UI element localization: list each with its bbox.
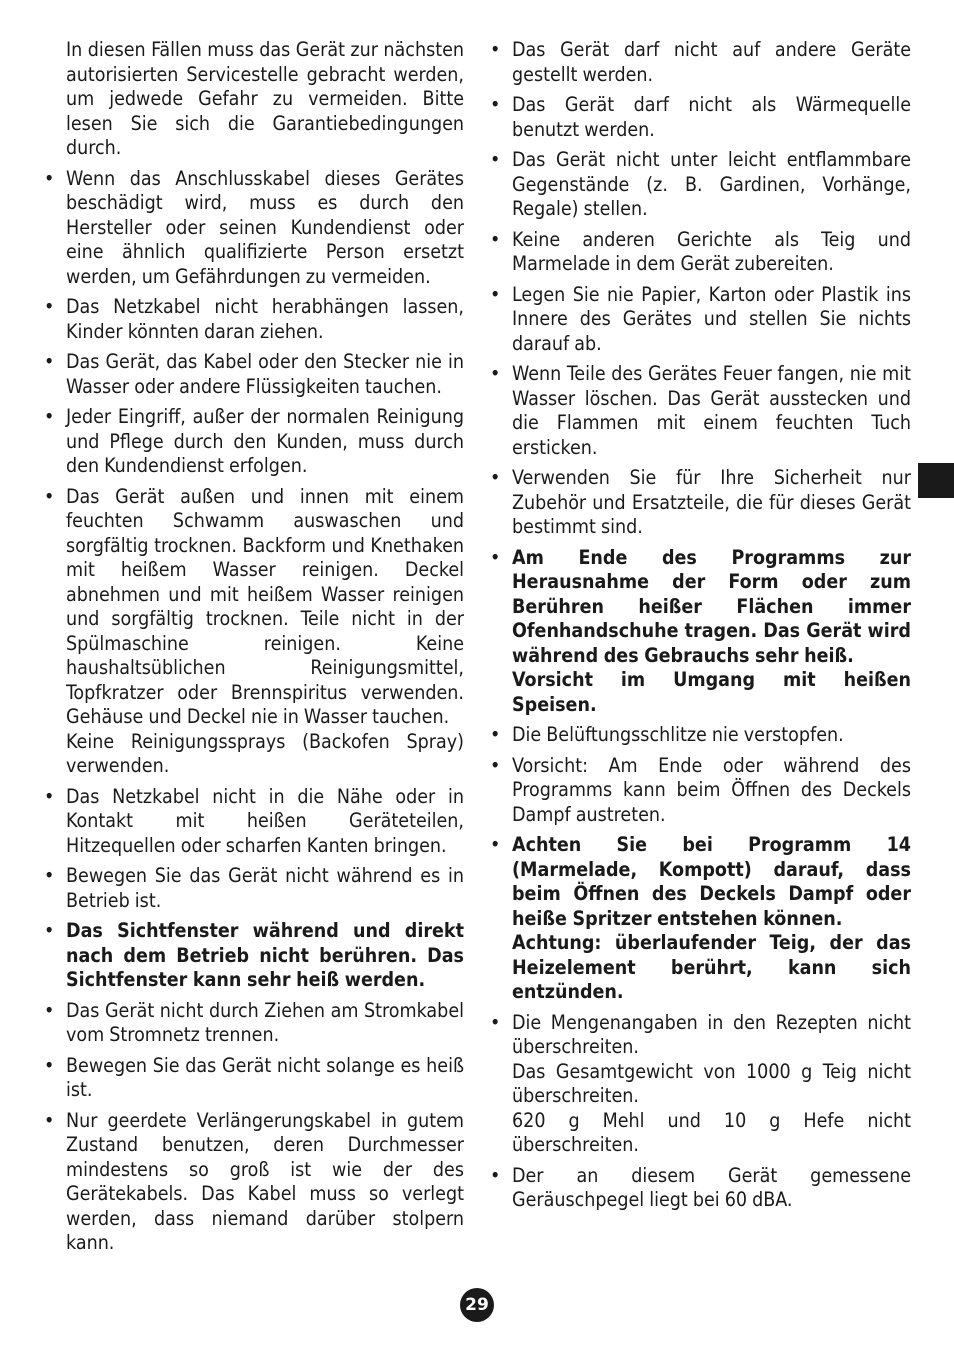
bullet-icon: •: [44, 919, 55, 942]
bullet-item: [488, 466, 911, 540]
warning-text: Vorsicht im Umgang mit heißen Speisen.: [512, 668, 911, 716]
bullet-item: [42, 1109, 464, 1256]
bullet-icon: •: [490, 38, 501, 61]
warning-text: Achten Sie bei Programm 14 (Marmelade, Kompott) darauf, dass beim Öffnen des Deckels Dampf oder heiße Spritzer entstehen können.: [512, 833, 911, 930]
bullet-item: [42, 1054, 464, 1103]
bullet-item: [488, 754, 911, 828]
bullet-icon: •: [490, 1010, 501, 1034]
bullet-icon: •: [490, 1163, 501, 1187]
warning-text: Das Sichtfenster während und direkt nach dem Betrieb nicht berühren. Das Sichtfenster kann sehr heiß werden.: [66, 919, 464, 991]
bullet-icon: •: [44, 405, 55, 428]
section-tab-marker: [918, 463, 954, 498]
bullet-item: [488, 362, 911, 460]
bullet-icon: •: [490, 466, 501, 489]
instruction-text: Bewegen Sie das Gerät nicht während es in Betrieb ist.: [66, 864, 464, 912]
left-column: [42, 38, 464, 1262]
instruction-text: Verwenden Sie für Ihre Sicherheit nur Zubehör und Ersatzteile, die für dieses Gerät bestimmt sind.: [512, 466, 911, 538]
instruction-text: Das Gerät nicht durch Ziehen am Stromkabel vom Stromnetz trennen.: [66, 998, 464, 1046]
bullet-icon: •: [44, 1053, 55, 1077]
bullet-item: [488, 833, 911, 1005]
instruction-text: In diesen Fällen muss das Gerät zur nächsten autorisierten Servicestelle gebracht werden, um jedwede Gefahr zu vermeiden. Bitte lesen Sie sich die Garantiebedingungen durch.: [66, 38, 464, 159]
bullet-item: [42, 350, 464, 399]
bullet-item: [488, 723, 911, 748]
right-column: [488, 38, 911, 1219]
instruction-text: Vorsicht: Am Ende oder während des Programms kann beim Öffnen des Deckels Dampf austreten.: [512, 753, 911, 826]
bullet-item: [42, 864, 464, 913]
bullet-item: [488, 283, 911, 357]
bullet-icon: •: [44, 784, 55, 808]
bullet-item: [488, 1164, 911, 1213]
bullet-icon: •: [44, 484, 55, 508]
instruction-text: Die Belüftungsschlitze nie verstopfen.: [512, 723, 844, 746]
bullet-item: [42, 295, 464, 344]
bullet-item: [42, 485, 464, 779]
page-number: 29: [460, 1288, 494, 1322]
bullet-icon: •: [490, 753, 501, 777]
instruction-text: Das Gerät nicht unter leicht entflammbare Gegenstände (z. B. Gardinen, Vorhänge, Regale) stellen.: [512, 148, 911, 220]
bullet-icon: •: [490, 227, 501, 251]
instruction-text: Das Gerät, das Kabel oder den Stecker nie in Wasser oder andere Flüssigkeiten tauchen.: [66, 350, 464, 398]
instruction-text: Nur geerdete Verlängerungskabel in gutem Zustand benutzen, deren Durchmesser mindestens so groß ist wie der des Gerätekabels. Das Kabel muss so verlegt werden, dass niemand darüber stolpern kann.: [66, 1108, 464, 1254]
instruction-text: Legen Sie nie Papier, Karton oder Plastik ins Innere des Gerätes und stellen Sie nichts darauf ab.: [512, 282, 911, 355]
bullet-item: [42, 919, 464, 993]
bullet-icon: •: [44, 864, 55, 887]
instruction-text: Das Gerät darf nicht auf andere Geräte gestellt werden.: [512, 38, 911, 86]
warning-text: Achtung: überlaufender Teig, der das Heizelement berührt, kann sich entzünden.: [512, 931, 911, 1003]
bullet-icon: •: [490, 93, 501, 116]
instruction-text: Der an diesem Gerät gemessene Geräuschpegel liegt bei 60 dBA.: [512, 1163, 911, 1211]
bullet-icon: •: [44, 166, 55, 190]
bullet-icon: •: [490, 282, 501, 306]
bullet-item: [488, 1011, 911, 1158]
bullet-icon: •: [44, 350, 55, 373]
instruction-text: Das Gerät darf nicht als Wärmequelle benutzt werden.: [512, 93, 911, 141]
instruction-text: Wenn das Anschlusskabel dieses Gerätes beschädigt wird, muss es durch den Hersteller oder seinen Kundendienst oder eine ähnlich qualifizierte Person ersetzt werden, um Gefährdungen zu vermeiden.: [66, 166, 464, 288]
bullet-item: [488, 38, 911, 87]
bullet-item: [42, 999, 464, 1048]
bullet-item: [488, 228, 911, 277]
instruction-text: Die Mengenangaben in den Rezepten nicht überschreiten.: [512, 1010, 911, 1058]
instruction-text: Das Netzkabel nicht herabhängen lassen, Kinder könnten daran ziehen.: [66, 295, 464, 343]
bullet-icon: •: [490, 148, 501, 171]
instruction-text: Das Gesamtgewicht von 1000 g Teig nicht überschreiten.: [512, 1059, 911, 1107]
instruction-text: Bewegen Sie das Gerät nicht solange es heiß ist.: [66, 1053, 464, 1101]
bullet-icon: •: [490, 723, 501, 746]
bullet-item: [42, 167, 464, 290]
warning-text: Am Ende des Programms zur Herausnahme der Form oder zum Berühren heißer Flächen immer Ofenhandschuhe tragen. Das Gerät wird während des Gebrauchs sehr heiß.: [512, 545, 911, 667]
instruction-text: Jeder Eingriff, außer der normalen Reinigung und Pflege durch den Kunden, muss durch den Kundendienst erfolgen.: [66, 405, 464, 477]
bullet-item: [488, 546, 911, 718]
bullet-icon: •: [490, 545, 501, 569]
bullet-icon: •: [490, 362, 501, 385]
bullet-item: [488, 148, 911, 222]
instruction-text: Wenn Teile des Gerätes Feuer fangen, nie mit Wasser löschen. Das Gerät ausstecken und die Flammen mit einem feuchten Tuch ersticken.: [512, 362, 911, 459]
bullet-icon: •: [490, 833, 501, 856]
bullet-icon: •: [44, 1108, 55, 1132]
bullet-item: [42, 785, 464, 859]
instruction-text: Das Netzkabel nicht in die Nähe oder in Kontakt mit heißen Geräteteilen, Hitzequellen oder scharfen Kanten bringen.: [66, 784, 464, 857]
bullet-item: [42, 405, 464, 479]
instruction-text: Keine anderen Gerichte als Teig und Marmelade in dem Gerät zubereiten.: [512, 227, 911, 275]
instruction-text: Keine Reinigungssprays (Backofen Spray) verwenden.: [66, 729, 464, 777]
instruction-text: 620 g Mehl und 10 g Hefe nicht überschreiten.: [512, 1108, 911, 1156]
bullet-icon: •: [44, 295, 55, 318]
instruction-text: Das Gerät außen und innen mit einem feuchten Schwamm auswaschen und sorgfältig trocknen. Backform und Knethaken mit heißem Wasser reinigen. Deckel abnehmen und mit heißem Wasser reinigen und sorgfältig trocknen. Teile nicht in der Spülmaschine reinigen. Keine haushaltsüblichen Reinigungsmittel, Topfkratzer oder Brennspiritus verwenden. Gehäuse und Deckel nie in Wasser tauchen.: [66, 484, 464, 728]
bullet-item: [488, 93, 911, 142]
bullet-icon: •: [44, 998, 55, 1022]
paragraph-item: [42, 38, 464, 161]
